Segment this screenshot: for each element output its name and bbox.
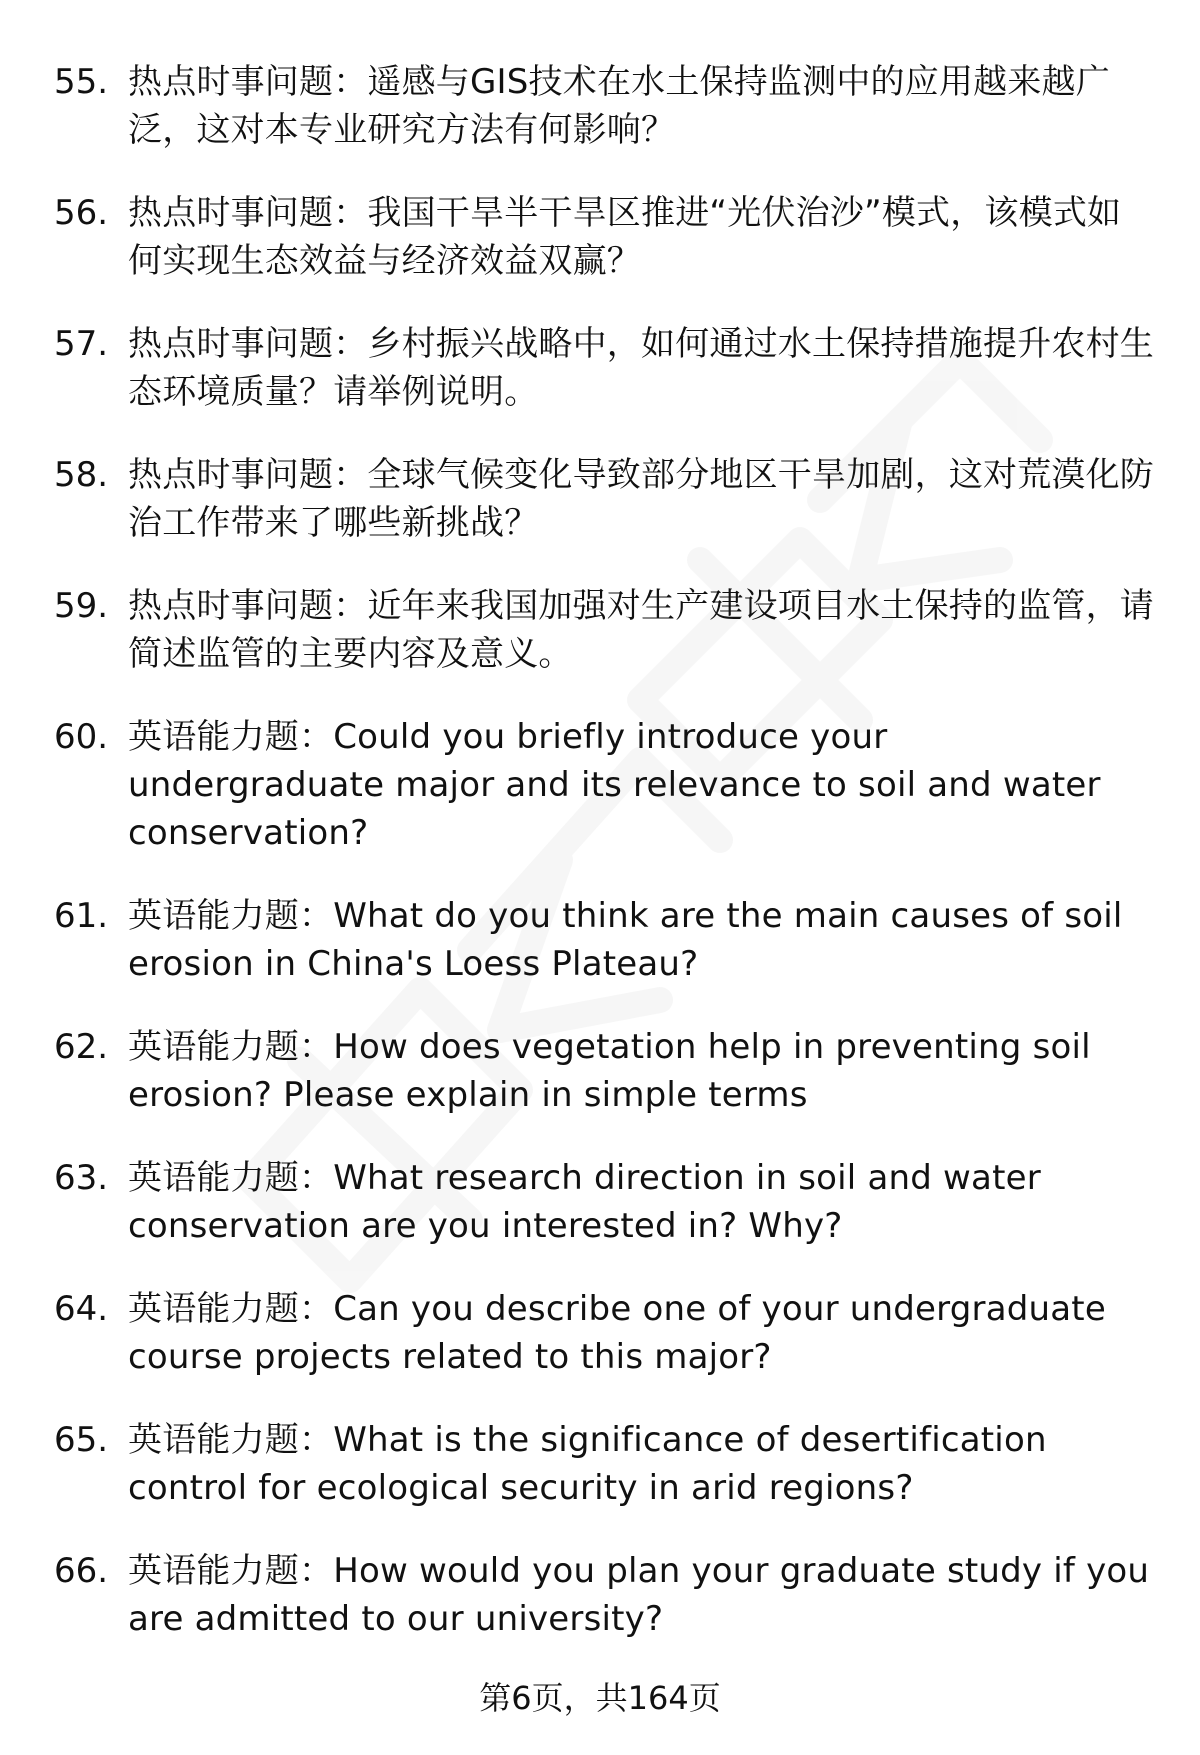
question-number: 59. [54,586,109,626]
question-list [54,58,1154,1678]
question-text: 热点时事问题：全球气候变化导致部分地区干旱加剧，这对荒漠化防治工作带来了哪些新挑战？ [128,455,1154,543]
question-text: 热点时事问题：近年来我国加强对生产建设项目水土保持的监管，请简述监管的主要内容及意义。 [128,586,1154,674]
list-item [54,582,1154,678]
question-number: 55. [54,62,109,102]
question-text: 英语能力题：What is the significance of desertification control for ecological security in arid regions? [128,1420,1047,1508]
question-text: 英语能力题：How does vegetation help in preventing soil erosion? Please explain in simple terms [128,1027,1091,1115]
list-item [54,1154,1154,1250]
list-item [54,713,1154,857]
page-number-label: 第6页，共164页 [479,1679,721,1717]
question-number: 63. [54,1158,109,1198]
question-number: 66. [54,1551,109,1591]
question-text: 热点时事问题：乡村振兴战略中，如何通过水土保持措施提升农村生态环境质量？请举例说明。 [128,324,1154,412]
question-text: 英语能力题：What research direction in soil and water conservation are you interested in? Why? [128,1158,1041,1246]
page-footer [0,1676,1200,1720]
question-text: 热点时事问题：遥感与GIS技术在水土保持监测中的应用越来越广泛，这对本专业研究方法有何影响？ [128,62,1110,150]
list-item [54,320,1154,416]
question-text: 英语能力题：Could you briefly introduce your undergraduate major and its relevance to soil and water conservation? [128,717,1101,853]
question-number: 58. [54,455,109,495]
list-item [54,451,1154,547]
question-number: 60. [54,717,109,757]
question-text: 英语能力题：What do you think are the main causes of soil erosion in China's Loess Plateau? [128,896,1123,984]
question-number: 64. [54,1289,109,1329]
question-text: 英语能力题：Can you describe one of your undergraduate course projects related to this major? [128,1289,1106,1377]
question-number: 62. [54,1027,109,1067]
list-item [54,58,1154,154]
list-item [54,1416,1154,1512]
list-item [54,1285,1154,1381]
list-item [54,892,1154,988]
list-item [54,189,1154,285]
question-number: 65. [54,1420,109,1460]
question-number: 61. [54,896,109,936]
list-item [54,1023,1154,1119]
question-text: 英语能力题：How would you plan your graduate study if you are admitted to our university? [128,1551,1150,1639]
question-text: 热点时事问题：我国干旱半干旱区推进“光伏治沙”模式，该模式如何实现生态效益与经济效益双赢？ [128,193,1122,281]
question-number: 57. [54,324,109,364]
list-item [54,1547,1154,1643]
question-number: 56. [54,193,109,233]
